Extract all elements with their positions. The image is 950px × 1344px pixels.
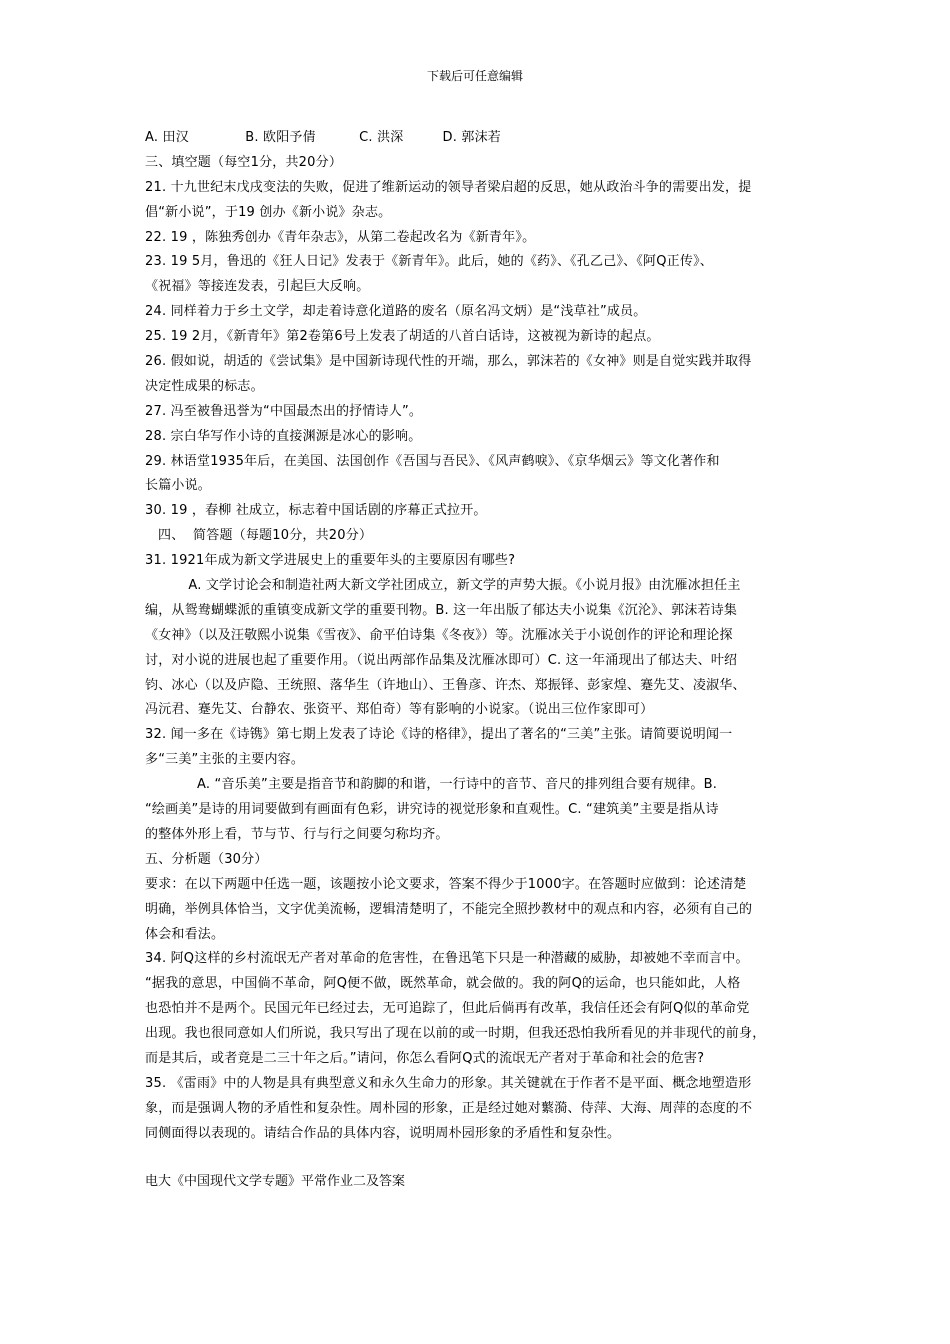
text-line: 31. 1921年成为新文学进展史上的重要年头的主要原因有哪些? bbox=[145, 553, 516, 569]
text-line: “据我的意思，中国倘不革命，阿Q便不做，既然革命，就会做的。我的阿Q的运命，也只能如此，人格 bbox=[145, 976, 741, 992]
text-line: 26. 假如说，胡适的《尝试集》是中国新诗现代性的开端，那么，郭沫若的《女神》则是自觉实践并取得 bbox=[145, 354, 752, 370]
text-line: 倡“新小说”，于19 创办《新小说》杂志。 bbox=[145, 204, 392, 220]
text-line: 22. 19 ，陈独秀创办《青年杂志》，从第二卷起改名为《新青年》。 bbox=[145, 229, 536, 245]
text-line: 23. 19 5月，鲁迅的《狂人日记》发表于《新青年》。此后，她的《药》、《孔乙己》、《阿Q正传》、 bbox=[145, 254, 713, 270]
text-line: 32. 闻一多在《诗镌》第七期上发表了诗论《诗的格律》，提出了著名的“三美”主张。请简要说明闻一 bbox=[145, 727, 733, 743]
document-body bbox=[145, 126, 810, 1147]
text-line: 明确，举例具体恰当，文字优美流畅，逻辑清楚明了，不能完全照抄教材中的观点和内容，必须有自己的 bbox=[145, 901, 753, 917]
section-heading: 四、 简答题（每题10分，共20分） bbox=[145, 528, 373, 544]
text-line: “绘画美”是诗的用词要做到有画面有色彩，讲究诗的视觉形象和直观性。C. “建筑美”主要是指从诗 bbox=[145, 802, 719, 818]
text-line: 的整体外形上看，节与节、行与行之间要匀称均齐。 bbox=[145, 826, 449, 842]
text-line: A. 田汉 B. 欧阳予倩 C. 洪深 D. 郭沫若 bbox=[145, 130, 501, 145]
section-heading: 五、分析题（30分） bbox=[145, 851, 268, 867]
page-header: 下载后可任意编辑 bbox=[426, 69, 523, 83]
text-line: 30. 19 ，春柳 社成立，标志着中国话剧的序幕正式拉开。 bbox=[145, 503, 487, 519]
text-line: 编，从鸳鸯蝴蝶派的重镇变成新文学的重要刊物。B. 这一年出版了郁达夫小说集《沉沦》、郭沫若诗集 bbox=[145, 602, 738, 618]
text-line: 21. 十九世纪末戊戌变法的失败，促进了维新运动的领导者梁启超的反思，她从政治斗争的需要出发，提 bbox=[145, 179, 752, 195]
text-line: 冯沅君、蹇先艾、台静农、张资平、郑伯奇）等有影响的小说家。（说出三位作家即可） bbox=[145, 702, 654, 718]
text-line: 象，而是强调人物的矛盾性和复杂性。周朴园的形象，正是经过她对蘩漪、侍萍、大海、周萍的态度的不 bbox=[145, 1100, 753, 1116]
text-line: A. 文学讨论会和制造社两大新文学社团成立，新文学的声势大振。《小说月报》由沈雁冰担任主 bbox=[145, 578, 741, 594]
text-line: 24. 同样着力于乡土文学，却走着诗意化道路的废名（原名冯文炳）是“浅草社”成员。 bbox=[145, 304, 647, 320]
text-line: 27. 冯至被鲁迅誉为“中国最杰出的抒情诗人”。 bbox=[145, 403, 423, 419]
text-line: 讨，对小说的进展也起了重要作用。（说出两部作品集及沈雁冰即可）C. 这一年涌现出了郁达夫、叶绍 bbox=[145, 652, 738, 668]
text-line: 34. 阿Q这样的乡村流氓无产者对革命的危害性，在鲁迅笔下只是一种潜藏的威胁，却被她不幸而言中。 bbox=[145, 951, 749, 967]
section-heading: 三、填空题（每空1分，共20分） bbox=[145, 154, 343, 170]
text-line: 体会和看法。 bbox=[145, 926, 225, 942]
text-line: 35. 《雷雨》中的人物是具有典型意义和永久生命力的形象。其关键就在于作者不是平面、概念地塑造形 bbox=[145, 1075, 752, 1091]
text-line: 28. 宗白华写作小诗的直接渊源是冰心的影响。 bbox=[145, 428, 422, 444]
text-line: 长篇小说。 bbox=[145, 478, 212, 494]
text-line: 《女神》（以及汪敬熙小说集《雪夜》、俞平伯诗集《冬夜》）等。沈雁冰关于小说创作的评论和理论探 bbox=[145, 627, 733, 643]
text-line: 25. 19 2月，《新青年》第2卷第6号上发表了胡适的八首白话诗，这被视为新诗的起点。 bbox=[145, 329, 660, 345]
text-line: A. “音乐美”主要是指音节和韵脚的和谐，一行诗中的音节、音尺的排列组合要有规律。B. bbox=[145, 777, 718, 793]
text-line: 而是其后，或者竟是二三十年之后。”请问，你怎么看阿Q式的流氓无产者对于革命和社会的危害? bbox=[145, 1050, 705, 1066]
text-line: 《祝福》等接连发表，引起巨大反响。 bbox=[145, 279, 370, 295]
text-line: 多“三美”主张的主要内容。 bbox=[145, 752, 305, 768]
next-document-title: 电大《中国现代文学专题》平常作业二及答案 bbox=[145, 1174, 406, 1189]
text-line: 同侧面得以表现的。请结合作品的具体内容，说明周朴园形象的矛盾性和复杂性。 bbox=[145, 1125, 621, 1141]
text-line: 钧、冰心（以及庐隐、王统照、落华生（许地山）、王鲁彦、许杰、郑振铎、彭家煌、蹇先艾、凌淑华、 bbox=[145, 677, 746, 693]
text-line: 29. 林语堂1935年后，在美国、法国创作《吾国与吾民》、《风声鹤唳》、《京华烟云》等文化著作和 bbox=[145, 453, 720, 469]
text-line: 决定性成果的标志。 bbox=[145, 378, 264, 394]
text-line: 也恐怕并不是两个。民国元年已经过去，无可追踪了，但此后倘再有改革，我信任还会有阿Q似的革命党 bbox=[145, 1001, 750, 1017]
text-line: 要求：在以下两题中任选一题，该题按小论文要求，答案不得少于1000字。在答题时应做到：论述清楚 bbox=[145, 876, 747, 892]
text-line: 出现。我也很同意如人们所说，我只写出了现在以前的或一时期，但我还恐怕我所看见的并非现代的前身， bbox=[145, 1026, 766, 1042]
